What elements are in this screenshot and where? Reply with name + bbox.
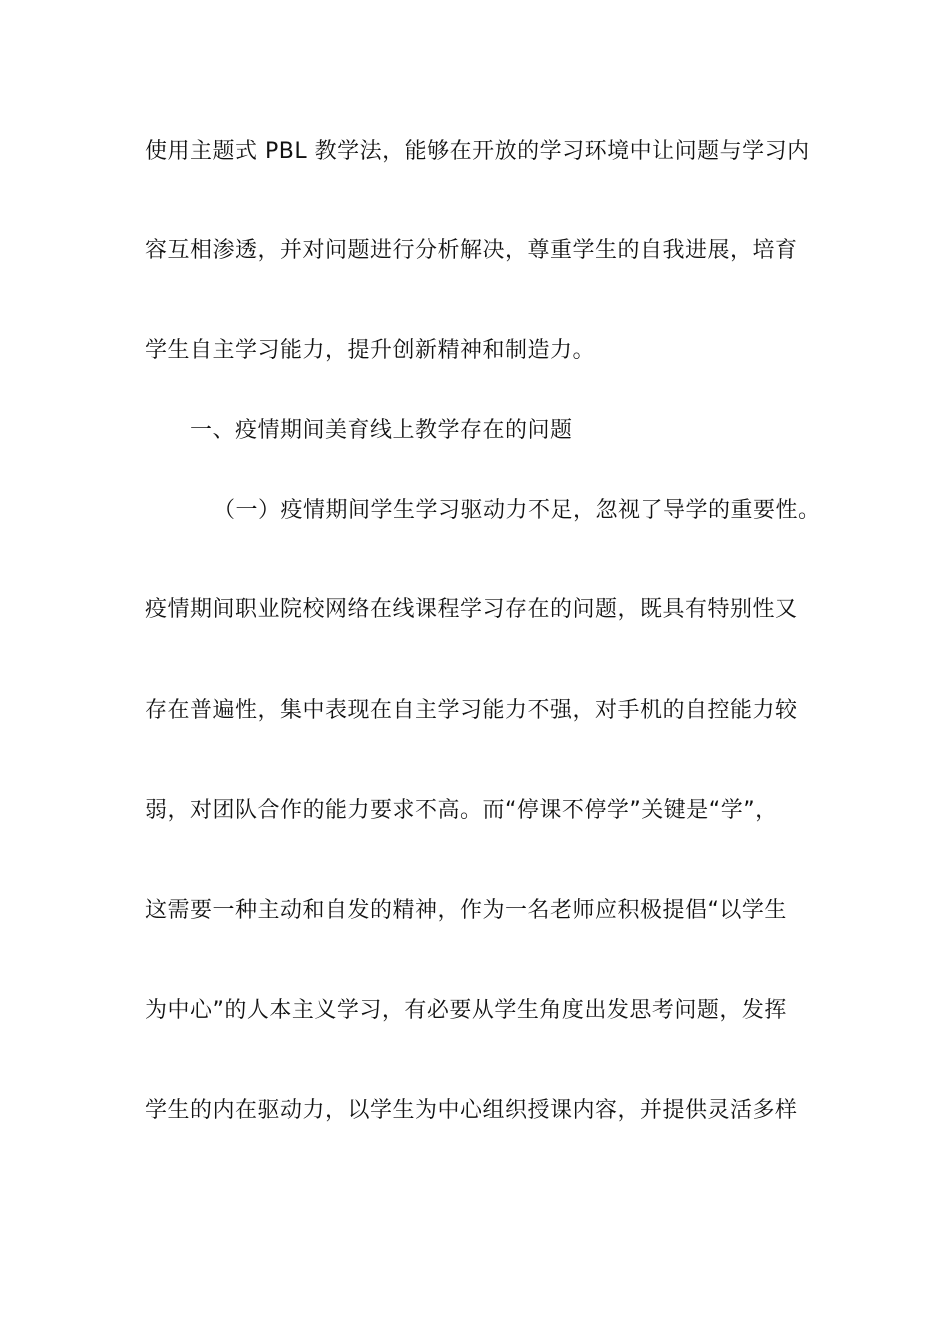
paragraph-line: 为中心”的人本主义学习，有必要从学生角度出发思考问题，发挥 [145, 998, 787, 1023]
paragraph-line: 使用主题式 PBL 教学法，能够在开放的学习环境中让问题与学习内 [145, 139, 810, 164]
section-heading: 一、疫情期间美育线上教学存在的问题 [190, 418, 573, 443]
paragraph-line: 学生的内在驱动力，以学生为中心组织授课内容，并提供灵活多样 [145, 1098, 798, 1123]
subsection-heading: （一）疫情期间学生学习驱动力不足，忽视了导学的重要性。 [213, 498, 821, 523]
paragraph-line: 这需要一种主动和自发的精神，作为一名老师应积极提倡“以学生 [145, 898, 787, 923]
paragraph-line: 存在普遍性，集中表现在自主学习能力不强，对手机的自控能力较 [145, 698, 798, 723]
paragraph-line: 疫情期间职业院校网络在线课程学习存在的问题，既具有特别性又 [145, 597, 798, 622]
paragraph-line: 弱，对团队合作的能力要求不高。而“停课不停学”关键是“学”， [145, 798, 778, 823]
paragraph-line: 容互相渗透，并对问题进行分析解决，尊重学生的自我进展，培育 [145, 238, 798, 263]
paragraph-line: 学生自主学习能力，提升创新精神和制造力。 [145, 338, 596, 363]
